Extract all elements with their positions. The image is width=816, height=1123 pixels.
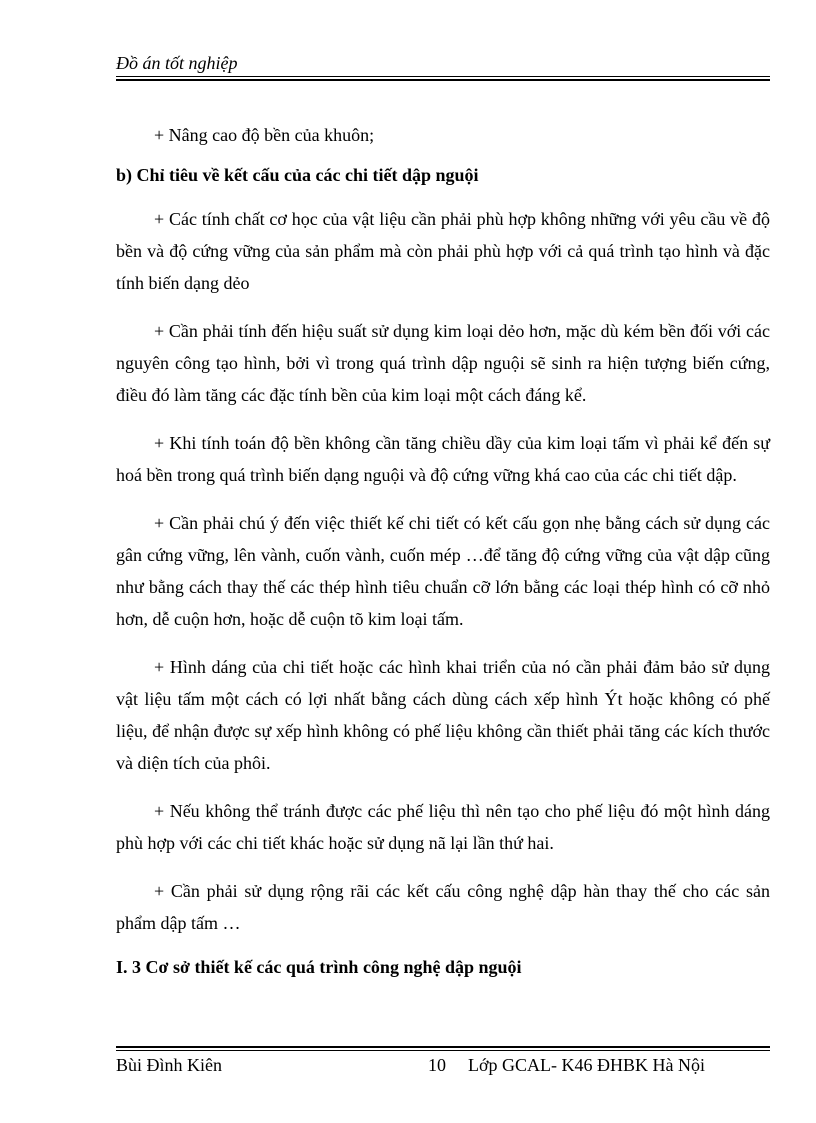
heading-structure-criteria: b) Chỉ tiêu về kết cấu của các chi tiết dập nguội <box>116 165 479 185</box>
paragraph-durability: + Nâng cao độ bền của khuôn; <box>154 125 375 145</box>
paragraph-welded-structures: + Cần phải sử dụng rộng rãi các kết cấu công nghệ dập hàn thay thế cho các sản phẩm dập tấm … <box>116 881 770 933</box>
header-title: Đồ án tốt nghiệp <box>116 53 238 73</box>
page-body <box>116 123 770 995</box>
footer-rule-thick <box>116 1046 770 1048</box>
paragraph-lightweight-design: + Cần phải chú ý đến việc thiết kế chi tiết có kết cấu gọn nhẹ bằng cách sử dụng các gân cứng vững, lên vành, cuốn vành, cuốn mép …để tăng độ cứng vững của vật dập cũng như bằng cách thay thế các thép hình tiêu chuẩn cỡ lớn bằng các loại thép hình có cỡ nhỏ hơn, dễ cuộn hơn, hoặc dễ cuộn tõ kim loại tấm. <box>116 513 770 629</box>
page-header <box>116 52 770 81</box>
heading-section-i3: I. 3 Cơ sở thiết kế các quá trình công nghệ dập nguội <box>116 957 522 977</box>
page-footer <box>116 1046 770 1077</box>
paragraph-scrap-reuse: + Nếu không thể tránh được các phế liệu thì nên tạo cho phế liệu đó một hình dáng phù hợp với các chi tiết khác hoặc sử dụng nã lại lần thứ hai. <box>116 801 770 853</box>
header-rule-thin <box>116 76 770 77</box>
footer-class-info: Lớp GCAL- K46 ĐHBK Hà Nội <box>468 1055 705 1075</box>
paragraph-metal-efficiency: + Cần phải tính đến hiệu suất sử dụng kim loại dẻo hơn, mặc dù kém bền đối với các nguyên công tạo hình, bởi vì trong quá trình dập nguội sẽ sinh ra hiện tượng biến cứng, điều đó làm tăng các đặc tính bền của kim loại một cách đáng kể. <box>116 321 770 405</box>
footer-rule-thin <box>116 1050 770 1051</box>
footer-row <box>116 1053 770 1077</box>
header-rule-thick <box>116 79 770 81</box>
page-number: 10 <box>428 1055 446 1075</box>
footer-author: Bùi Đình Kiên <box>116 1055 222 1075</box>
paragraph-material-usage: + Hình dáng của chi tiết hoặc các hình khai triển của nó cần phải đảm bảo sử dụng vật liệu tấm một cách có lợi nhất bằng cách dùng cách xếp hình Ýt hoặc không có phế liệu, để nhận được sự xếp hình không có phế liệu không cần thiết phải tăng các kích thước và diện tích của phôi. <box>116 657 770 773</box>
paragraph-mechanical-properties: + Các tính chất cơ học của vật liệu cần phải phù hợp không những với yêu cầu về độ bền và độ cứng vững của sản phẩm mà còn phải phù hợp với cả quá trình tạo hình và đặc tính biến dạng dẻo <box>116 209 770 293</box>
paragraph-strength-calculation: + Khi tính toán độ bền không cần tăng chiều dầy của kim loại tấm vì phải kể đến sự hoá bền trong quá trình biến dạng nguội và độ cứng vững khá cao của các chi tiết dập. <box>116 433 770 485</box>
